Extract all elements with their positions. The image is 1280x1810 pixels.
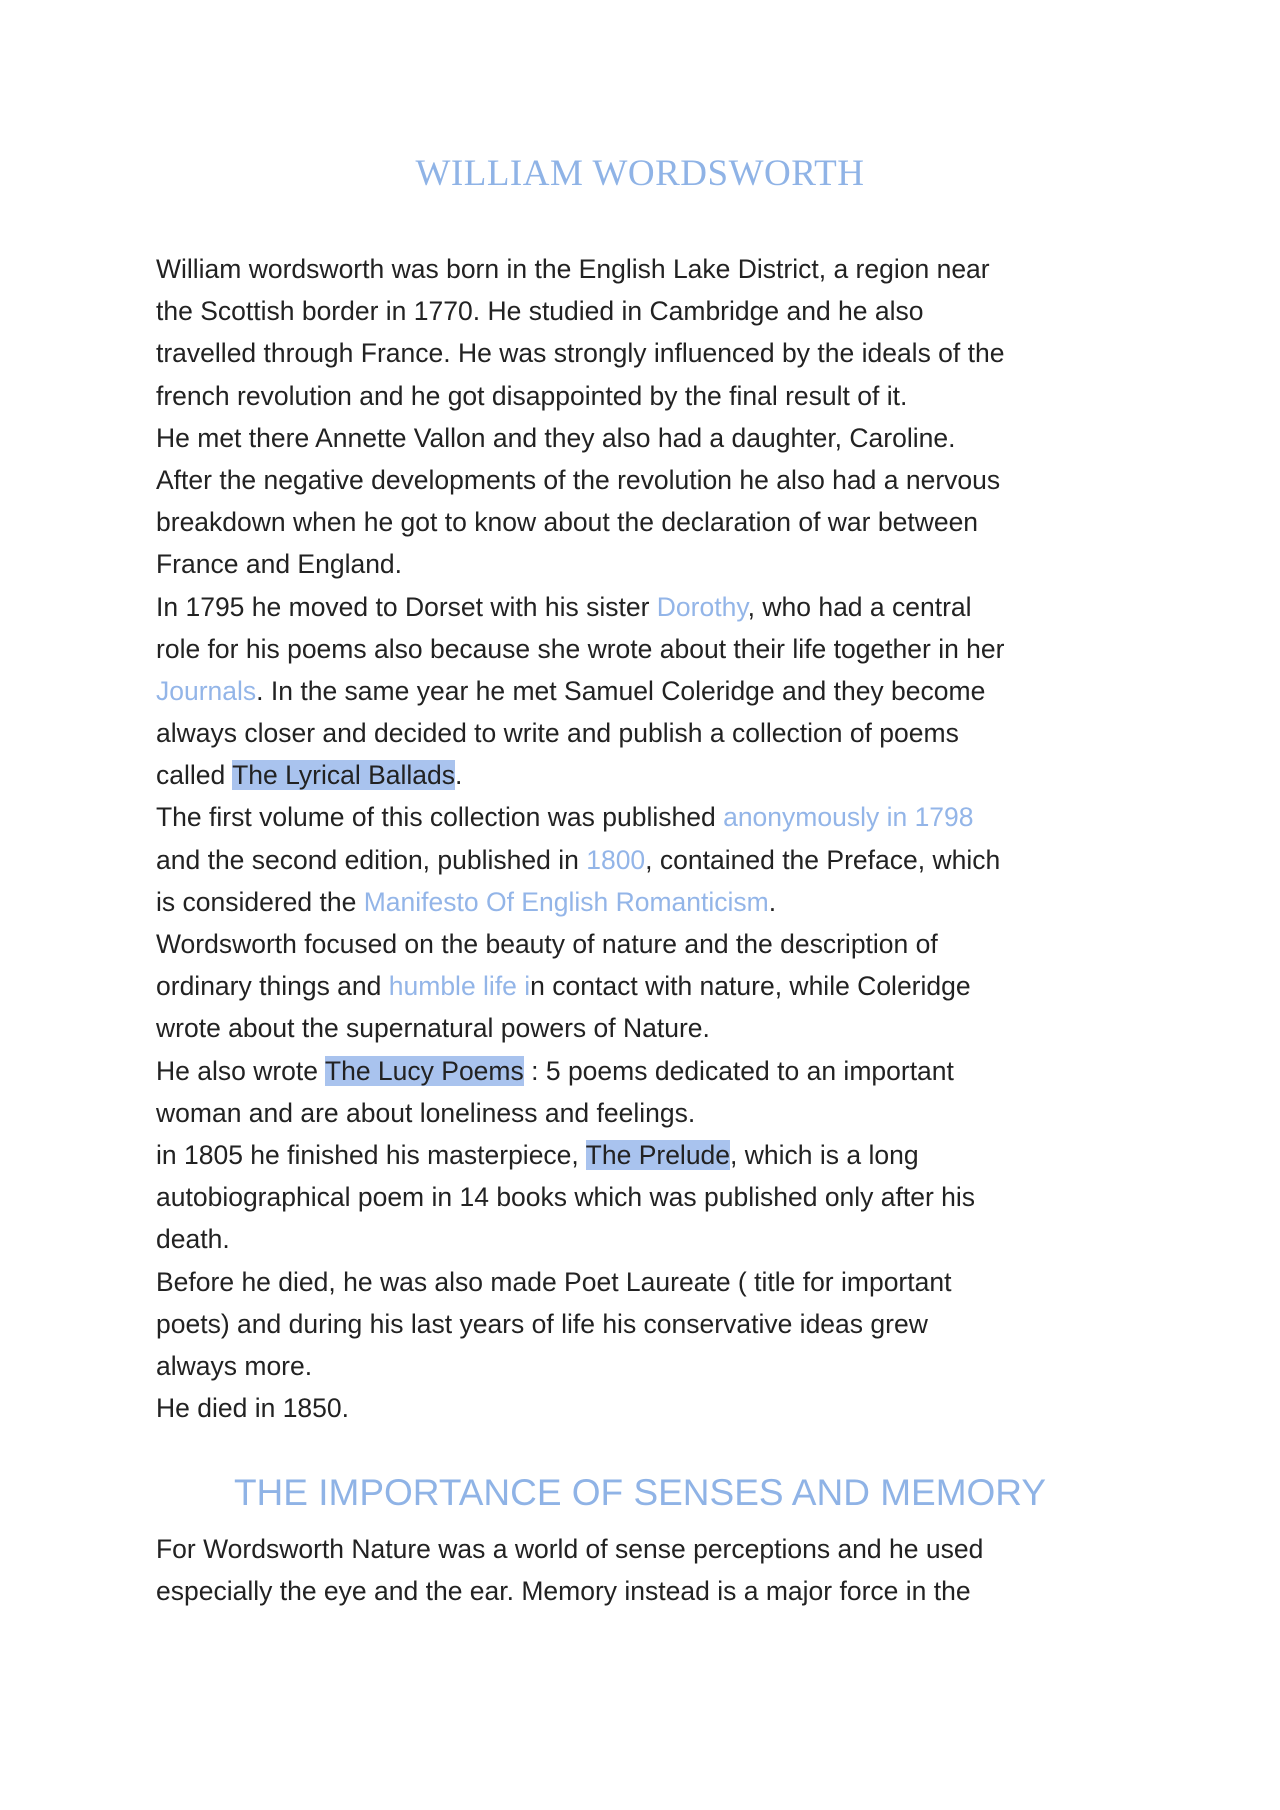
text-line: wrote about the supernatural powers of Nature.: [156, 1013, 710, 1044]
link-1800[interactable]: 1800: [586, 844, 646, 875]
biography-paragraph: [156, 248, 1156, 1429]
text-segment: .: [768, 886, 777, 917]
text-line: [156, 754, 1156, 796]
text-line: autobiographical poem in 14 books which was published only after his: [156, 1182, 976, 1213]
text-line: [156, 1050, 1156, 1092]
text-line: He died in 1850.: [156, 1393, 350, 1424]
text-line: [156, 881, 1156, 923]
text-segment: He also wrote: [156, 1055, 325, 1086]
text-line: [156, 965, 1156, 1007]
section-heading: THE IMPORTANCE OF SENSES AND MEMORY: [233, 1472, 1047, 1513]
text-line: always more.: [156, 1350, 313, 1381]
text-segment: and the second edition, published in: [156, 844, 587, 875]
text-segment: . In the same year he met Samuel Coleridge and they become: [256, 675, 986, 706]
text-line: french revolution and he got disappointed by the final result of it.: [156, 380, 908, 411]
text-line: After the negative developments of the revolution he also had a nervous: [156, 464, 1001, 495]
text-line: death.: [156, 1224, 230, 1255]
text-line: Wordsworth focused on the beauty of nature and the description of: [156, 929, 938, 959]
text-segment: is considered the: [156, 886, 364, 917]
link-manifesto[interactable]: Manifesto Of English Romanticism: [363, 886, 769, 917]
text-line: William wordsworth was born in the English Lake District, a region near: [156, 254, 990, 284]
text-segment: called: [156, 760, 233, 791]
text-line: [156, 586, 1156, 628]
page-title: WILLIAM WORDSWORTH: [415, 153, 865, 194]
section-paragraph: [156, 1528, 1156, 1612]
text-line: He met there Annette Vallon and they also had a daughter, Caroline.: [156, 422, 956, 453]
text-segment: n contact with nature, while Coleridge: [530, 971, 971, 1002]
link-humble-life[interactable]: humble life i: [388, 971, 531, 1002]
text-segment: , contained the Preface, which: [645, 844, 1001, 875]
text-line: travelled through France. He was strongly influenced by the ideals of the: [156, 338, 1005, 369]
text-line: [156, 1134, 1156, 1176]
text-segment: : 5 poems dedicated to an important: [523, 1055, 954, 1086]
highlight-lyrical-ballads: The Lyrical Ballads: [232, 760, 456, 791]
text-segment: , which is a long: [730, 1139, 919, 1170]
highlight-prelude: The Prelude: [585, 1139, 731, 1170]
text-segment: In 1795 he moved to Dorset with his sister: [156, 591, 657, 622]
text-segment: , who had a central: [747, 591, 972, 622]
text-line: [156, 796, 1156, 838]
text-line: [156, 839, 1156, 881]
highlight-lucy-poems: The Lucy Poems: [324, 1055, 524, 1086]
text-line: France and England.: [156, 549, 403, 580]
text-line: role for his poems also because she wrote about their life together in her: [156, 633, 1005, 664]
link-anonymously-1798[interactable]: anonymously in 1798: [723, 802, 974, 833]
text-segment: The first volume of this collection was published: [156, 802, 724, 833]
text-line: especially the eye and the ear. Memory instead is a major force in the: [156, 1576, 971, 1607]
text-line: poets) and during his last years of life his conservative ideas grew: [156, 1308, 928, 1339]
text-line: the Scottish border in 1770. He studied in Cambridge and he also: [156, 296, 924, 327]
text-line: woman and are about loneliness and feelings.: [156, 1097, 696, 1128]
text-segment: ordinary things and: [156, 971, 389, 1002]
text-line: Before he died, he was also made Poet Laureate ( title for important: [156, 1266, 952, 1297]
link-dorothy[interactable]: Dorothy: [656, 591, 748, 622]
text-line: [156, 670, 1156, 712]
text-segment: in 1805 he finished his masterpiece,: [156, 1139, 586, 1170]
text-segment: .: [455, 760, 463, 791]
text-line: always closer and decided to write and publish a collection of poems: [156, 718, 959, 749]
link-journals[interactable]: Journals: [156, 675, 257, 706]
text-line: For Wordsworth Nature was a world of sense perceptions and he used: [156, 1534, 984, 1564]
text-line: breakdown when he got to know about the declaration of war between: [156, 507, 979, 538]
